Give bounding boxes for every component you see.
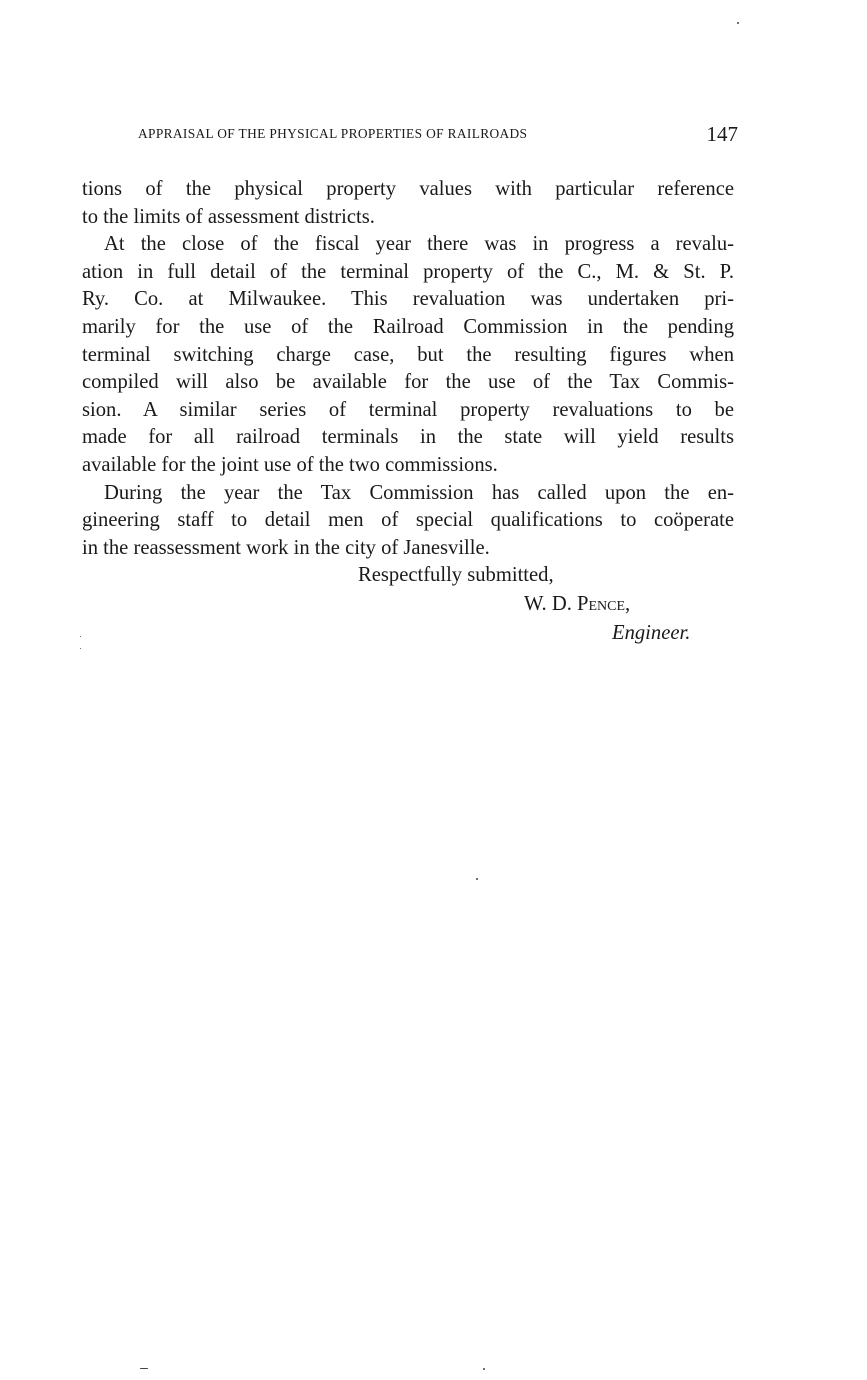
text-line: gineering staff to detail men of special qualifications to coöperate — [82, 509, 734, 532]
text-line: available for the joint use of the two commissions. — [82, 453, 498, 476]
scan-speck — [737, 22, 739, 24]
text-line: marily for the use of the Railroad Commission in the pending — [82, 315, 734, 338]
text-line: ation in full detail of the terminal property of the C., M. & St. P. — [82, 260, 734, 283]
text-line: tions of the physical property values with particular reference — [82, 178, 734, 200]
signer-initials: W. D. — [524, 593, 578, 615]
text-line: During the year the Tax Commission has called upon the en- — [104, 481, 734, 504]
running-head — [138, 122, 738, 152]
signer-surname: Pence — [577, 593, 626, 615]
signer-role: Engineer. — [612, 622, 691, 644]
text-line: in the reassessment work in the city of Janesville. — [82, 536, 490, 559]
page-number: 147 — [706, 122, 738, 146]
text-line: At the close of the fiscal year there was in progress a revalu- — [104, 233, 734, 256]
scan-speck — [483, 1368, 485, 1370]
text-line: compiled will also be available for the use of the Tax Commis- — [82, 371, 734, 394]
scan-speck — [140, 1368, 148, 1369]
scan-speck — [80, 636, 81, 637]
text-line: Ry. Co. at Milwaukee. This revaluation was undertaken pri- — [82, 288, 734, 311]
scan-speck — [80, 648, 81, 649]
scan-speck — [476, 878, 478, 880]
text-line: sion. A similar series of terminal property revaluations to be — [82, 398, 734, 421]
body-text — [82, 176, 734, 562]
text-line: to the limits of assessment districts. — [82, 205, 375, 228]
text-line: made for all railroad terminals in the state will yield results — [82, 426, 734, 449]
signer-name — [524, 593, 630, 616]
closing-line: Respectfully submitted, — [358, 564, 554, 586]
running-title: APPRAISAL OF THE PHYSICAL PROPERTIES OF RAILROADS — [138, 126, 528, 141]
signer-comma: , — [625, 593, 631, 615]
text-line: terminal switching charge case, but the resulting figures when — [82, 343, 734, 366]
